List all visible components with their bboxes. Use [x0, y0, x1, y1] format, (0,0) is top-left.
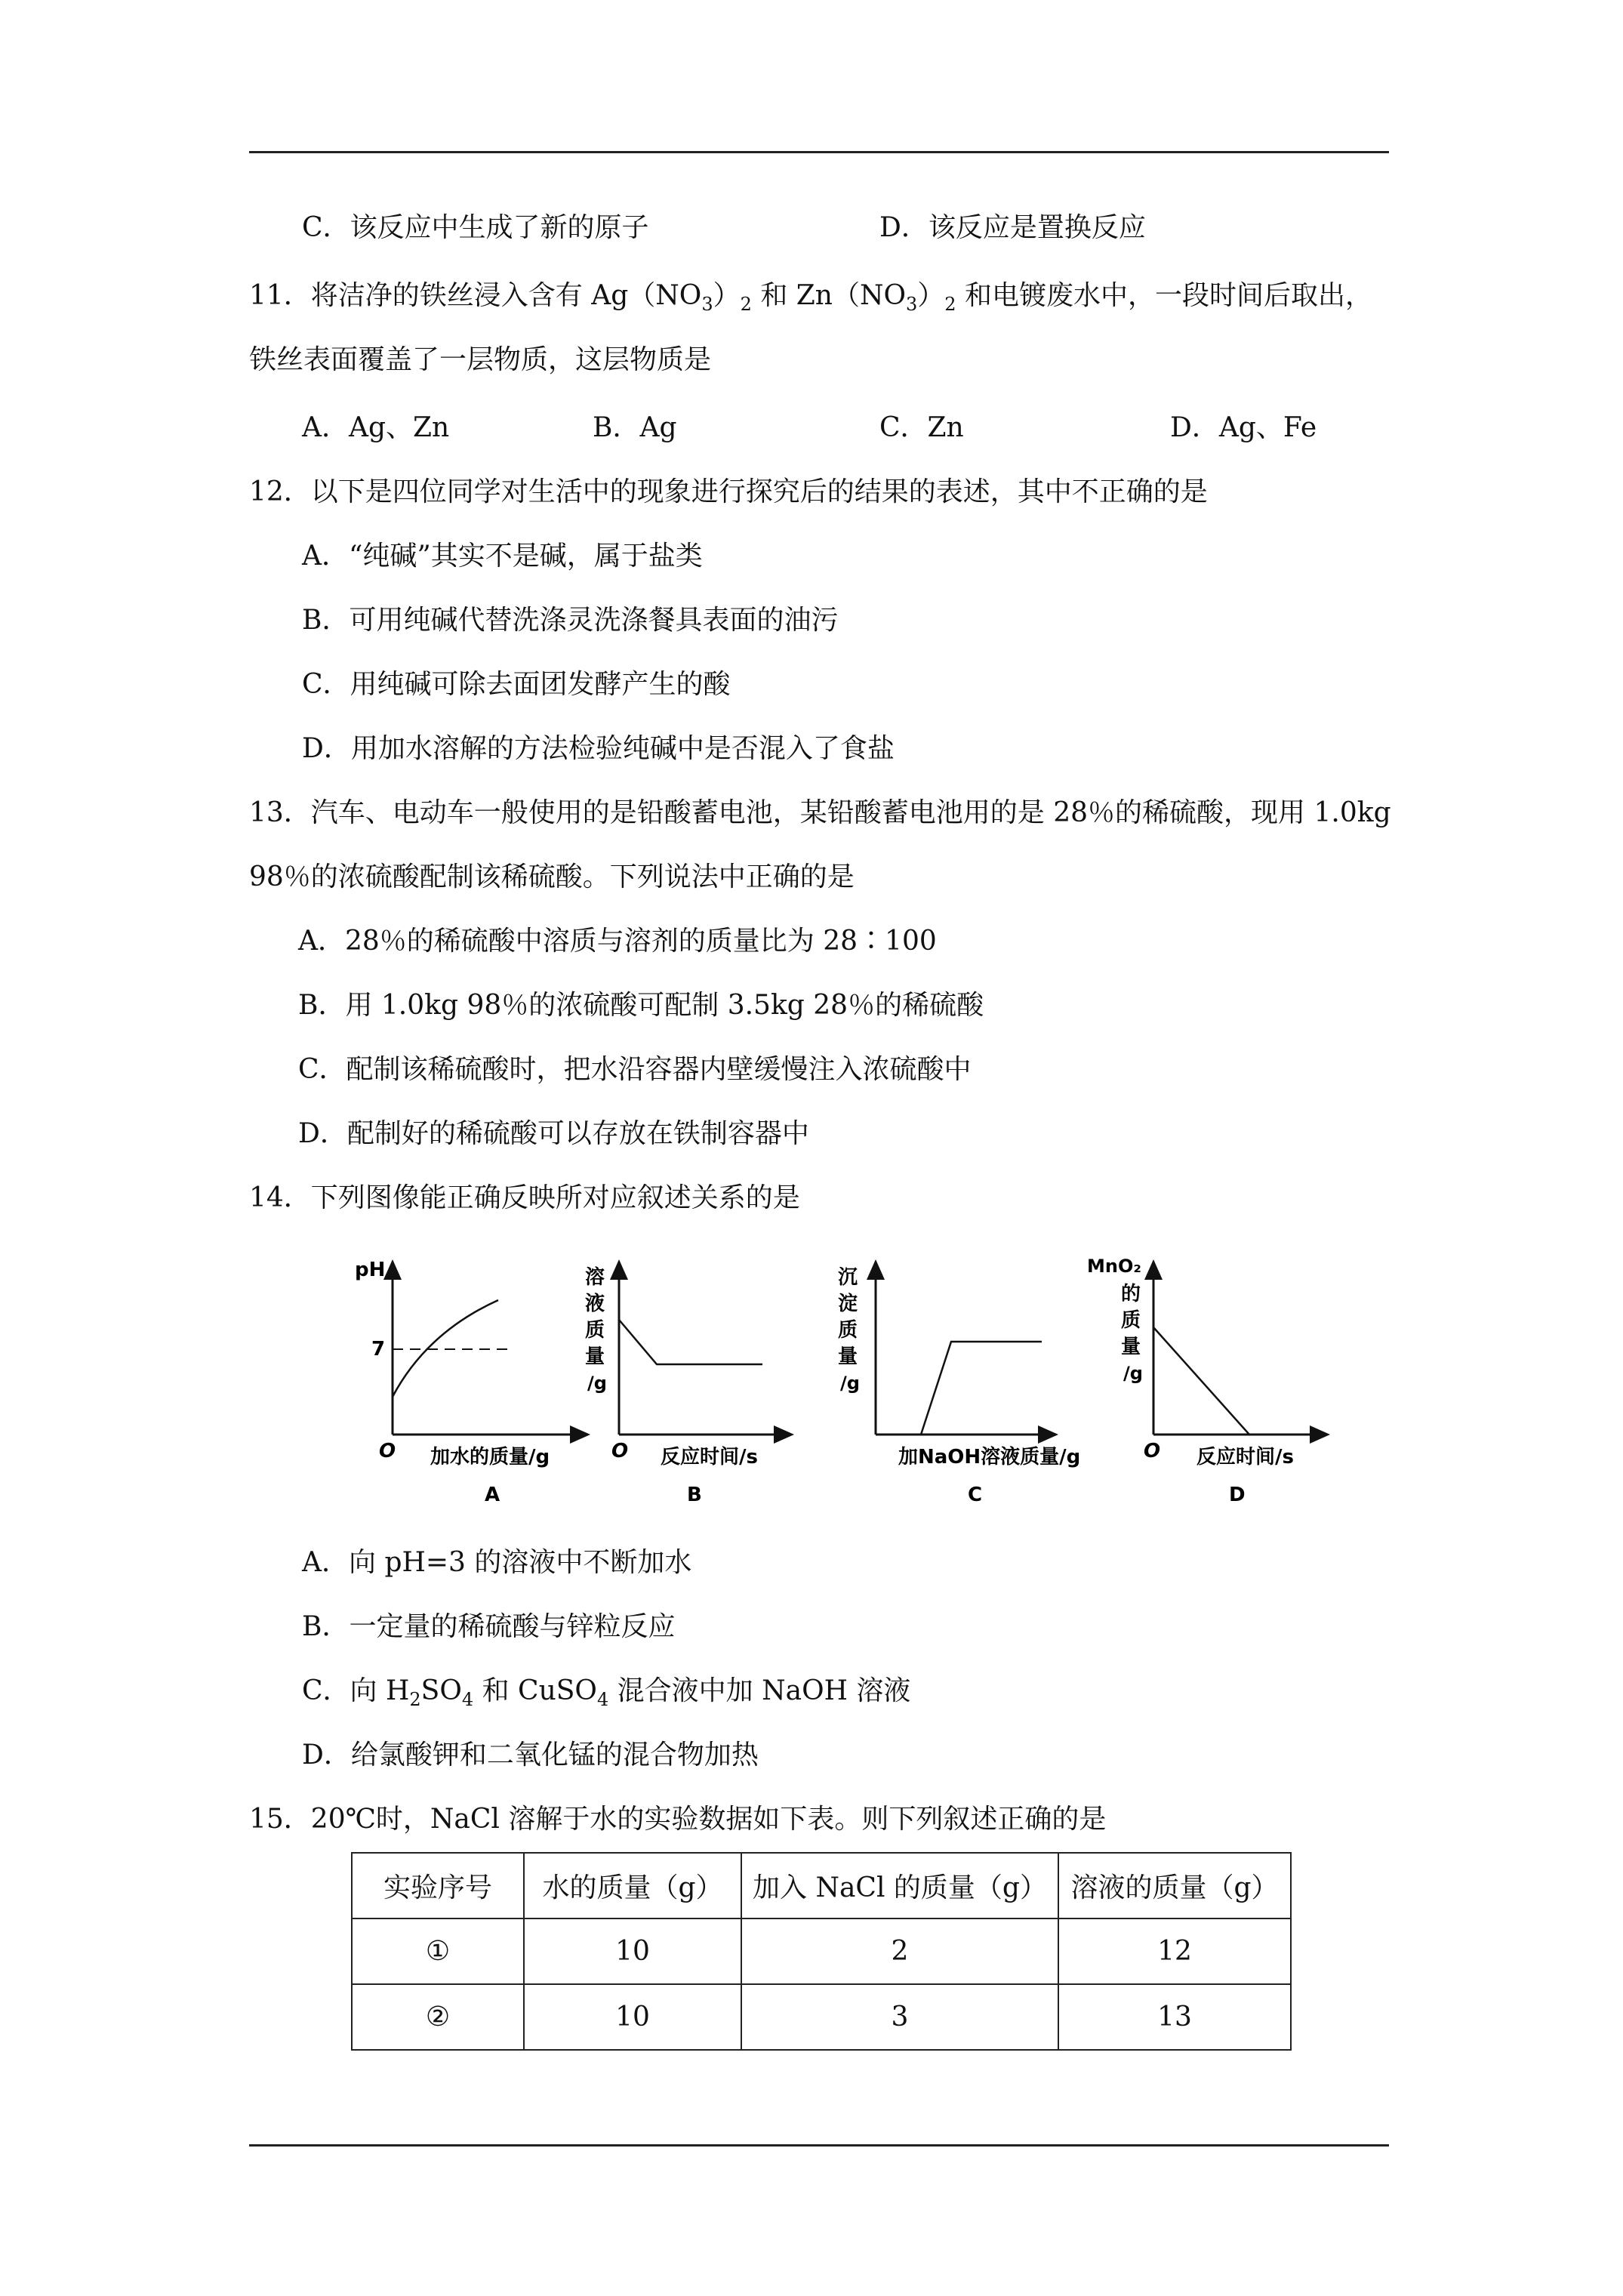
figure-b-curve: [619, 1320, 762, 1364]
top-rule: [249, 151, 1389, 153]
q14-figures: [355, 1253, 1336, 1518]
figure-d-ylabel-1: MnO₂: [1087, 1256, 1141, 1277]
q11-option-d: D．Ag、Fe: [1170, 412, 1317, 443]
table-cell: 10: [524, 1918, 741, 1984]
table-cell: 10: [524, 1984, 741, 2050]
q11-stem-line2: 铁丝表面覆盖了一层物质，这层物质是: [249, 344, 712, 375]
table-header-cell: 水的质量（g）: [524, 1853, 741, 1918]
q13-option-a: A．28％的稀硫酸中溶质与溶剂的质量比为 28∶100: [298, 926, 937, 957]
table-header-row: [352, 1853, 1291, 1918]
figure-b-ylabel-4: 量: [585, 1345, 605, 1368]
table-header-cell: 加入 NaCl 的质量（g）: [741, 1853, 1058, 1918]
figure-c-ylabel-2: 淀: [838, 1293, 858, 1315]
table-cell: ①: [352, 1918, 524, 1984]
q11-stem-line1: 11．将洁净的铁丝浸入含有 $Ag(NO_3)_2$ 和 $Zn(NO_3)_2$ 和电镀废水中，一段时间后取出，: [249, 280, 1373, 315]
q15-data-table: [351, 1852, 1292, 2051]
q12-option-c: C．用纯碱可除去面团发酵产生的酸: [302, 669, 731, 700]
q14-option-b: B．一定量的稀硫酸与锌粒反应: [302, 1611, 676, 1642]
q12-stem: 12．以下是四位同学对生活中的现象进行探究后的结果的表述，其中不正确的是: [249, 476, 1208, 507]
figure-a-tick-7: 7: [371, 1338, 386, 1361]
figure-d: [1087, 1256, 1321, 1506]
table-cell: 3: [741, 1984, 1058, 2050]
figure-d-origin: O: [1144, 1440, 1161, 1462]
table-cell: ②: [352, 1984, 524, 2050]
figure-a-origin: O: [379, 1440, 396, 1462]
figure-b-origin: O: [611, 1440, 629, 1462]
table-cell: 12: [1058, 1918, 1291, 1984]
table-cell: 13: [1058, 1984, 1291, 2050]
figure-b-ylabel-3: 质: [585, 1319, 605, 1342]
q11-option-a: A．Ag、Zn: [302, 412, 450, 443]
figure-c-ylabel-1: 沉: [838, 1266, 858, 1289]
figure-a: [355, 1259, 581, 1506]
q14-option-d: D．给氯酸钾和二氧化锰的混合物加热: [302, 1740, 759, 1771]
figure-c-ylabel-5: /g: [840, 1373, 860, 1394]
q10-option-d: D．该反应是置换反应: [879, 212, 1146, 243]
figure-d-ylabel-3: 质: [1121, 1309, 1141, 1332]
figure-a-letter: A: [485, 1484, 500, 1506]
q11-option-b: B．Ag: [593, 412, 677, 443]
figure-c-ylabel-4: 量: [838, 1345, 858, 1368]
figure-b: [585, 1265, 785, 1506]
q12-option-d: D．用加水溶解的方法检验纯碱中是否混入了食盐: [302, 733, 895, 764]
figure-d-ylabel-4: 量: [1121, 1336, 1141, 1358]
figure-d-curve: [1153, 1327, 1249, 1435]
q12-option-b: B．可用纯碱代替洗涤灵洗涤餐具表面的油污: [302, 605, 839, 636]
q14-stem: 14．下列图像能正确反映所对应叙述关系的是: [249, 1182, 800, 1213]
q14-option-a: A．向 pH=3 的溶液中不断加水: [302, 1547, 692, 1578]
figure-d-xlabel: 反应时间/s: [1196, 1446, 1294, 1469]
q14-option-c: C．向 $H_2SO_4$ 和 CuSO$_4$ 混合液中加 NaOH 溶液: [302, 1675, 911, 1710]
figure-b-ylabel-1: 溶: [585, 1266, 605, 1289]
q13-stem-line1: 13．汽车、电动车一般使用的是铅酸蓄电池，某铅酸蓄电池用的是 28％的稀硫酸，现用 1.0kg: [249, 797, 1391, 828]
figure-a-ylabel: pH: [355, 1259, 386, 1281]
figure-c: [838, 1266, 1080, 1506]
figure-b-ylabel-2: 液: [585, 1293, 605, 1315]
q15-stem: 15．20℃时，NaCl 溶解于水的实验数据如下表。则下列叙述正确的是: [249, 1804, 1107, 1835]
figure-c-letter: C: [968, 1484, 983, 1506]
q10-option-c: C．该反应中生成了新的原子: [302, 212, 649, 243]
figure-d-letter: D: [1229, 1484, 1246, 1506]
q13-option-c: C．配制该稀硫酸时，把水沿容器内壁缓慢注入浓硫酸中: [298, 1054, 972, 1085]
figure-c-xlabel: 加NaOH溶液质量/g: [898, 1446, 1081, 1469]
figure-c-ylabel-3: 质: [838, 1319, 858, 1342]
figure-b-letter: B: [687, 1484, 702, 1506]
bottom-rule: [249, 2144, 1389, 2147]
q13-stem-line2: 98％的浓硫酸配制该稀硫酸。下列说法中正确的是: [249, 861, 855, 892]
table-header-cell: 溶液的质量（g）: [1058, 1853, 1291, 1918]
table-cell: 2: [741, 1918, 1058, 1984]
q11-option-c: C．Zn: [879, 412, 964, 443]
figure-a-xlabel: 加水的质量/g: [430, 1446, 550, 1469]
q12-option-a: A．“纯碱”其实不是碱，属于盐类: [302, 541, 703, 572]
figure-d-ylabel-5: /g: [1123, 1363, 1143, 1384]
figure-d-ylabel-2: 的: [1121, 1283, 1141, 1305]
table-row: [352, 1984, 1291, 2050]
q14-figures-svg: [355, 1253, 1336, 1518]
q13-option-d: D．配制好的稀硫酸可以存放在铁制容器中: [298, 1118, 809, 1149]
figure-b-ylabel-5: /g: [587, 1373, 607, 1394]
table-header-cell: 实验序号: [352, 1853, 524, 1918]
figure-c-curve: [876, 1342, 1042, 1435]
table-row: [352, 1918, 1291, 1984]
q13-option-b: B．用 1.0kg 98％的浓硫酸可配制 3.5kg 28％的稀硫酸: [298, 990, 984, 1021]
figure-b-xlabel: 反应时间/s: [661, 1446, 758, 1469]
